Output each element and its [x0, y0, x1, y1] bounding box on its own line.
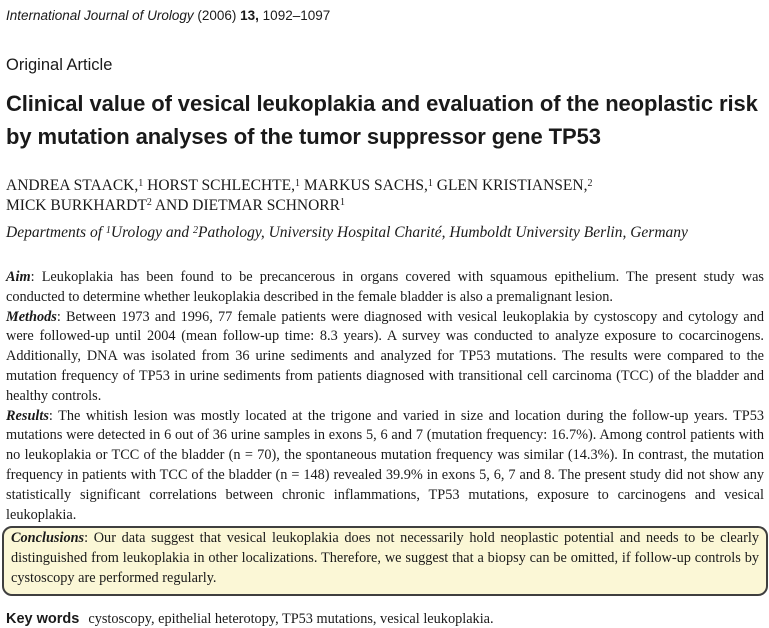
author-affiliation-marker: 1 — [294, 177, 300, 189]
author-affiliation-marker: 2 — [146, 197, 152, 208]
affiliation-marker: 2 — [192, 224, 198, 236]
author-affiliation-marker: 1 — [427, 177, 433, 189]
author-name: MARKUS SACHS, — [299, 177, 428, 194]
journal-name: International Journal of Urology — [6, 8, 194, 23]
abstract-methods-text: : Between 1973 and 1996, 77 female patients were diagnosed with vesical leukoplakia by cystoscopy and cytology and were followed-up until 2004 (mean follow-up time: 8.3 years). A survey was conducted to analyze exposure to cocarcinogens. Additionally, DNA was isolated from 36 urine sediments and analyzed for TP53 mutations. The results were compared to the mutation frequency of TP53 in urine sediments from patients diagnosed with transitional cell carcinoma (TCC) of the bladder and healthy controls. — [6, 308, 764, 404]
conclusions-box — [2, 526, 768, 595]
affiliation-text: Pathology, University Hospital Charité, Humboldt University Berlin, Germany — [197, 224, 688, 241]
page-title: Clinical value of vesical leukoplakia and evaluation of the neoplastic risk by mutation analyses of the tumor suppressor gene TP53 — [6, 91, 758, 149]
affiliation-text: Urology and — [110, 224, 193, 241]
abstract-aim — [6, 268, 764, 308]
abstract — [6, 268, 764, 596]
keywords-label: Key words — [6, 610, 80, 627]
abstract-methods-label: Methods — [6, 308, 57, 325]
journal-volume: 13, — [240, 8, 259, 23]
author-affiliation-marker: 2 — [587, 177, 593, 189]
journal-year: (2006) — [193, 8, 241, 23]
keywords — [6, 611, 764, 628]
author-name: AND DIETMAR SCHNORR — [151, 196, 340, 214]
author-name: GLEN KRISTIANSEN, — [432, 177, 588, 194]
affiliation-text: Departments of — [6, 224, 106, 241]
author-name: MICK BURKHARDT — [6, 196, 147, 214]
abstract-aim-label: Aim — [6, 269, 31, 285]
abstract-results-label: Results — [6, 407, 49, 424]
abstract-methods — [6, 308, 764, 407]
abstract-results — [6, 407, 764, 526]
journal-header — [6, 8, 764, 23]
abstract-aim-text: : Leukoplakia has been found to be precancerous in organs covered with squamous epithelium. The present study was conducted to determine whether leukoplakia described in the female bladder is also a premalignant lesion. — [6, 269, 764, 305]
abstract-results-text: : The whitish lesion was mostly located at the trigone and varied in size and location during the follow-up years. TP53 mutations were detected in 6 out of 36 urine samples in exons 5, 6 and 7 (mutation frequency: 16.7%). Among control patients with no leukoplakia or TCC of the bladder (n = 70), the spontaneous mutation frequency was similar (14.3%). In contrast, the mutation frequency in patients with TCC of the bladder (n = 148) revealed 39.9% in exons 5, 6, 7 and 8. The present study did not show any statistically significant correlations between chronic inflammations, TP53 mutations, exposure to carcinogens and vesical leukoplakia. — [6, 407, 764, 523]
abstract-conclusions — [11, 529, 759, 588]
affiliation — [6, 224, 764, 242]
author-affiliation-marker: 1 — [340, 197, 345, 208]
author-name: ANDREA STAACK, — [6, 177, 139, 194]
author-name: HORST SCHLECHTE, — [143, 177, 295, 194]
journal-pages: 1092–1097 — [258, 8, 331, 23]
abstract-conclusions-text: : Our data suggest that vesical leukoplakia does not necessarily hold neoplastic potential and needs to be clearly distinguished from leukoplakia in other localizations. Therefore, we suggest that a biopsy can be omitted, if follow-up controls by cystoscopy are performed regularly. — [11, 530, 759, 586]
abstract-conclusions-label: Conclusions — [11, 530, 85, 547]
keywords-text: cystoscopy, epithelial heterotopy, TP53 mutations, vesical leukoplakia. — [88, 610, 494, 627]
author-affiliation-marker: 1 — [138, 177, 144, 189]
affiliation-marker: 1 — [105, 224, 111, 236]
authors — [6, 176, 764, 215]
article-type-label: Original Article — [6, 56, 113, 74]
